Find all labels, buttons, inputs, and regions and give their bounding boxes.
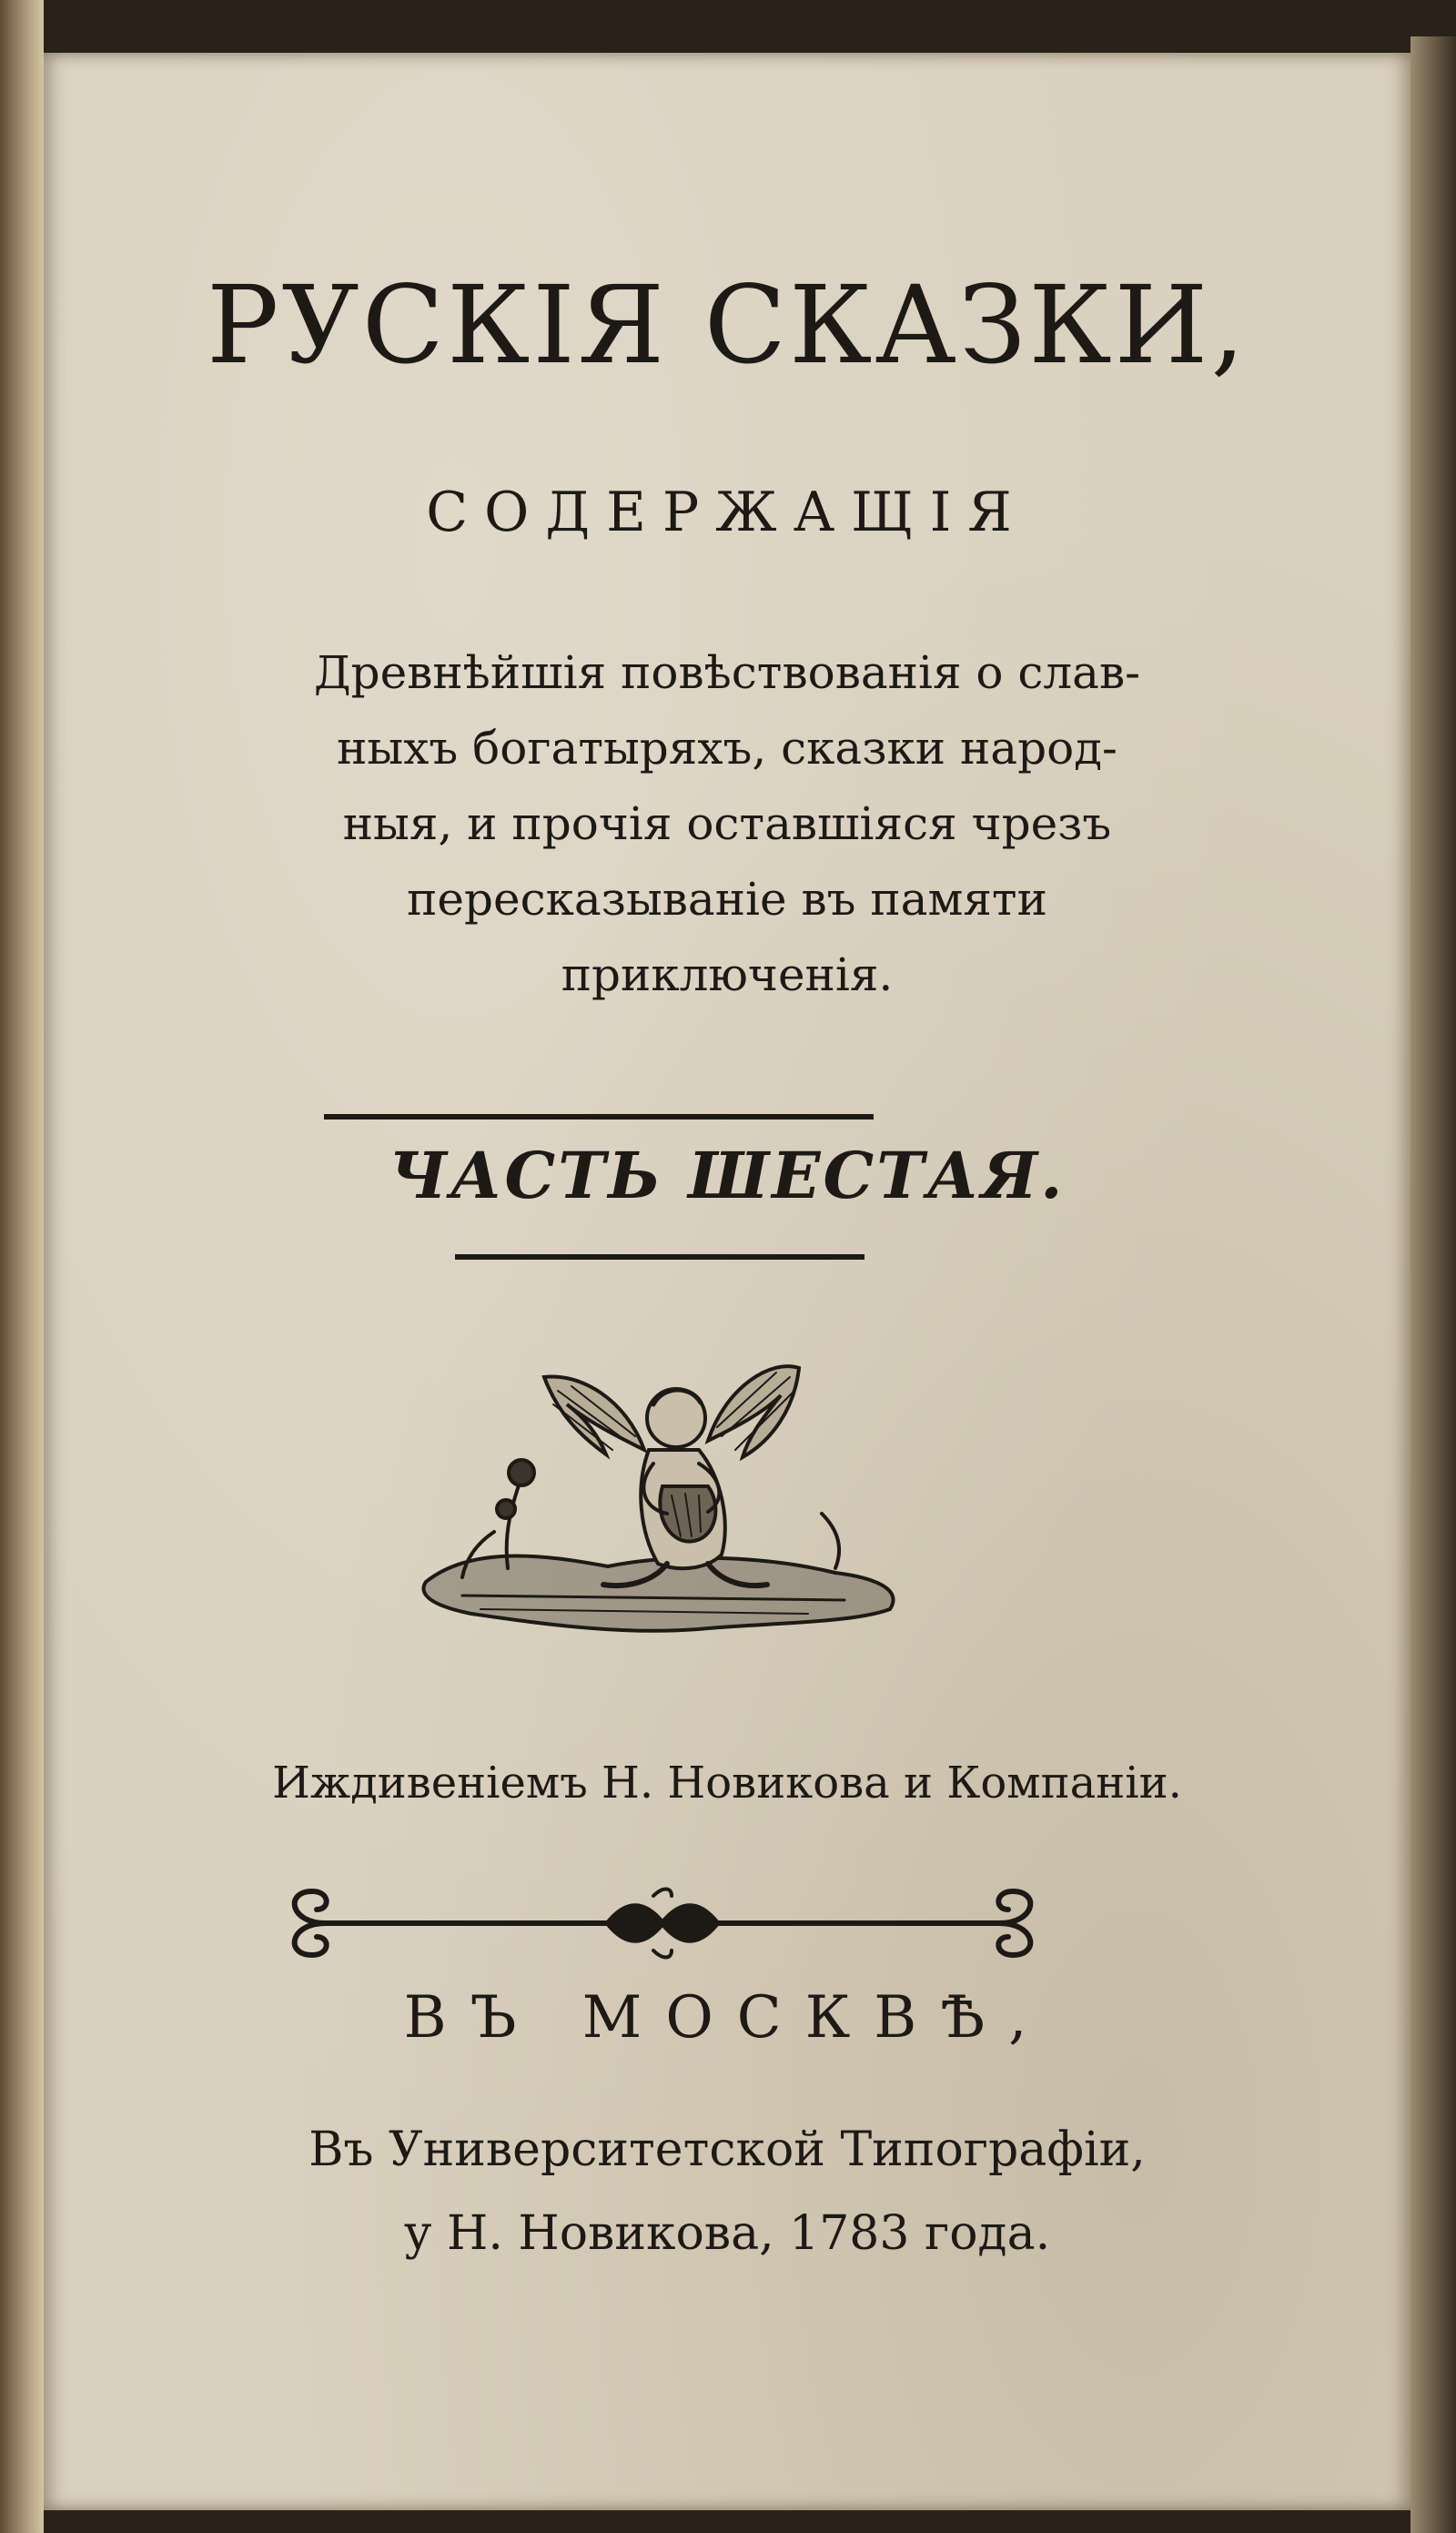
description-line: Древнѣйшія повѣствованія о слав- xyxy=(313,646,1141,699)
description-line: ныя, и прочія оставшіяся чрезъ xyxy=(342,797,1112,850)
book-binding xyxy=(0,0,44,2533)
book-title: РУСКІЯ СКАЗКИ, xyxy=(207,262,1248,388)
scroll-ornament-icon xyxy=(271,1882,1054,1964)
title-page xyxy=(44,53,1410,2510)
description-line: пересказываніе въ памяти xyxy=(407,873,1047,926)
press-line: у Н. Новикова, 1783 года. xyxy=(403,2206,1051,2261)
imprint-press xyxy=(44,2108,1410,2275)
divider-top xyxy=(324,1114,874,1120)
press-line: Въ Университетской Типографіи, xyxy=(308,2123,1146,2177)
cherub-with-lyre-icon xyxy=(408,1350,917,1659)
description-line: приключенія. xyxy=(561,948,894,1001)
description-line: ныхъ богатыряхъ, сказки народ- xyxy=(337,722,1117,775)
divider-bottom xyxy=(455,1254,864,1260)
imprint-city: ВЪ МОСКВѢ, xyxy=(403,1984,1051,2052)
part-number: ЧАСТЬ ШЕСТАЯ. xyxy=(389,1138,1066,1213)
page-edge xyxy=(1410,36,1456,2533)
book-subtitle: СОДЕРЖАЩІЯ xyxy=(426,481,1028,544)
book-description xyxy=(44,635,1410,1013)
publisher-line: Иждивеніемъ Н. Новикова и Компаніи. xyxy=(272,1758,1182,1809)
